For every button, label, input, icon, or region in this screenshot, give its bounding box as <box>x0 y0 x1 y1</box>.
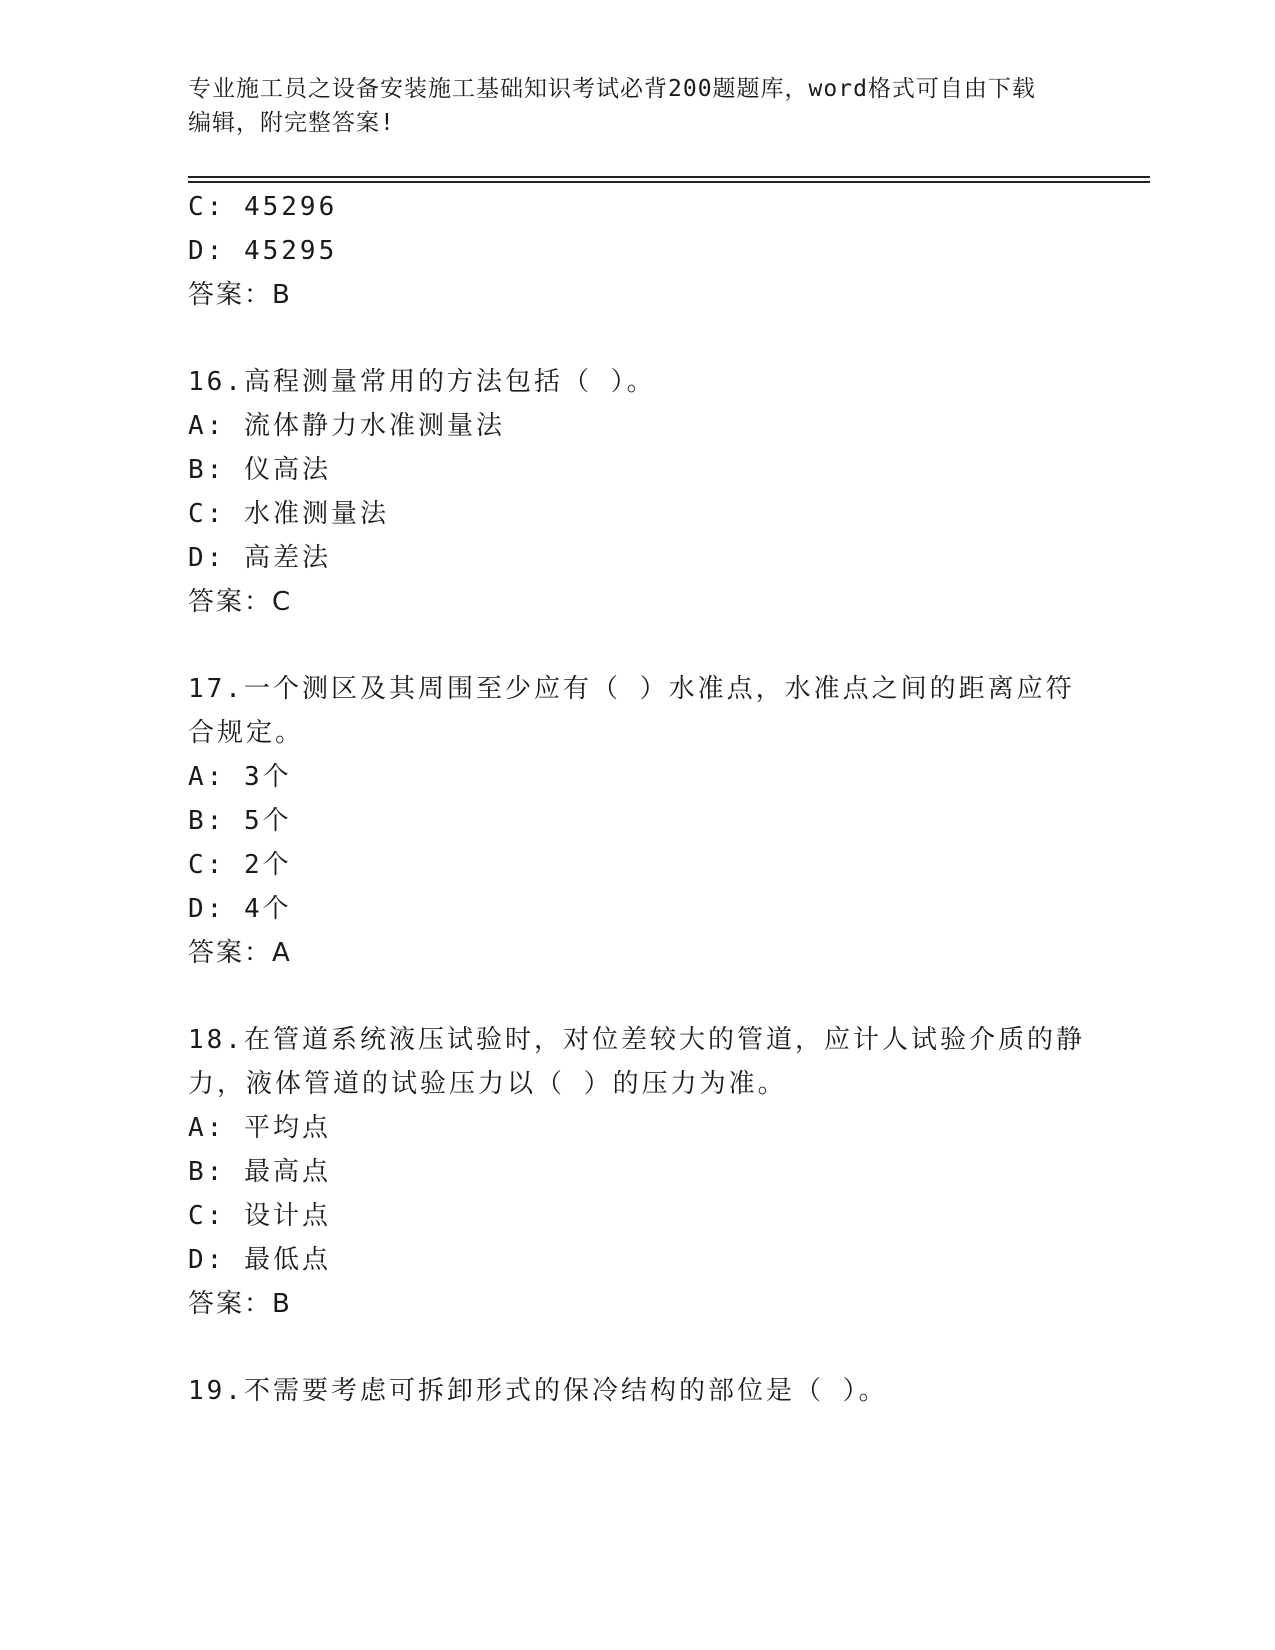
q16-option-a: A: 流体静力水准测量法 <box>188 411 505 441</box>
q16-option-b: B: 仪高法 <box>188 455 331 485</box>
q17-option-a: A: 3个 <box>188 762 292 792</box>
q18-option-b: B: 最高点 <box>188 1157 331 1187</box>
q18-option-d: D: 最低点 <box>188 1245 331 1275</box>
q17-option-c: C: 2个 <box>188 850 292 880</box>
q16-question: 16.高程测量常用的方法包括（ ）。 <box>188 367 656 397</box>
q17-option-b: B: 5个 <box>188 806 292 836</box>
q18-option-a: A: 平均点 <box>188 1113 331 1143</box>
q17-option-d: D: 4个 <box>188 894 292 924</box>
header-divider-top <box>188 176 1150 178</box>
q17-question-line-1: 17.一个测区及其周围至少应有（ ）水准点，水准点之间的距离应符 <box>188 674 1075 704</box>
q18-question-line-1: 18.在管道系统液压试验时，对位差较大的管道，应计人试验介质的静 <box>188 1025 1085 1055</box>
header-divider-bottom <box>188 181 1150 183</box>
q16-answer: 答案：C <box>188 587 293 617</box>
q17-answer: 答案：A <box>188 938 292 968</box>
q18-question-line-2: 力，液体管道的试验压力以（ ）的压力为准。 <box>188 1069 787 1099</box>
header-title-line-1: 专业施工员之设备安装施工基础知识考试必背200题题库，word格式可自由下载 <box>188 76 1036 102</box>
q16-option-c: C: 水准测量法 <box>188 499 389 529</box>
document-header <box>188 72 1088 140</box>
q19-question: 19.不需要考虑可拆卸形式的保冷结构的部位是（ ）。 <box>188 1376 888 1406</box>
q15-option-c: C: 45296 <box>188 192 338 222</box>
q15-option-d: D: 45295 <box>188 236 338 266</box>
header-title-line-2: 编辑，附完整答案! <box>188 110 395 136</box>
q16-option-d: D: 高差法 <box>188 543 331 573</box>
q18-option-c: C: 设计点 <box>188 1201 331 1231</box>
q17-question-line-2: 合规定。 <box>188 718 305 748</box>
q15-answer: 答案：B <box>188 280 292 310</box>
q18-answer: 答案：B <box>188 1289 292 1319</box>
